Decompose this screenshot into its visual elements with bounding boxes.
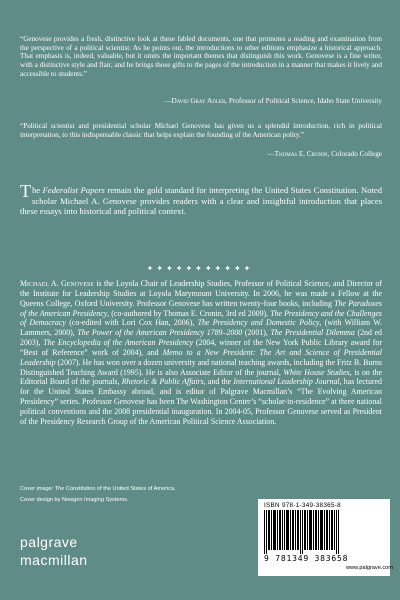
- review-attribution-cronin: —Thomas E. Cronin, Colorado College: [267, 150, 382, 158]
- book-title: Federalist Papers: [42, 185, 105, 195]
- main-description: The Federalist Papers remain the gold standard for interpreting the United States Constitution. Noted scholar Michael A. Genovese provides readers with a clear and insightful introduction that places these essays into historical and political context.: [20, 181, 382, 217]
- barcode-number: 9 781349 383658: [264, 554, 349, 563]
- isbn-label: ISBN 978-1-349-38365-8: [264, 502, 341, 509]
- drop-cap: T: [20, 181, 31, 201]
- cover-image-credit: Cover image: The Constitution of the United States of America.: [20, 486, 176, 492]
- barcode-icon: [264, 510, 340, 554]
- review-attribution-adler: —David Gray Adler, Professor of Political Science, Idaho State University: [164, 97, 382, 105]
- author-biography: Michael A. Genovese is the Loyola Chair of Leadership Studies, Professor of Political Science, and Director of the Institute for Leadership Studies at Loyola Marymount University. In 2006, he was made a Fellow at the Queens College, Oxford University. Professor Genovese has written twenty-four books, including The Paradoxes of the American Presidency, (co-authored by Thomas E. Cronin, 3rd ed 2009), The Presidency and the Challenges of Democracy (co-edited with Lori Cox Han, 2006), The Presidency and Domestic Policy, (with William W. Lammers, 2000), The Power of the American Presidency 1789–2000 (2001), The Presidential Dilemma (2nd ed 2003), The Encyclopedia of the American Presidency (2004, winner of the New York Public Library award for “Best of Reference” work of 2004), and Memo to a New President: The Art and Science of Presidential Leadership (2007). He has won over a dozen university and national teaching awards, including the Fritz B. Burns Distinguished Teaching Award (1995). He is also Associate Editor of the journal, White House Studies, is on the Editorial Board of the journals, Rhetoric & Public Affairs, and the International Leadership Journal, has lectured for the United States Embassy abroad, and is editor of Palgrave Macmillan’s “The Evolving American Presidency” series. Professor Genovese has been The Washington Center’s “scholar-in-residence” at three national political conventions and the 2008 presidential inauguration. In 2004-05, Professor Genovese served as President of the Presidency Research Group of the American Political Science Association.: [20, 279, 383, 426]
- publisher-logo-palgrave: palgrave: [20, 534, 78, 550]
- review-quote-adler: “Genovese provides a fresh, distinctive look at these fabled documents, one that promotes a reading and examination from the perspective of a political scientist. As he points out, the introductions to other editions emphasize a historical approach. That emphasis is, indeed, valuable, but it omits the important themes that distinguish this work. Genovese is a fine writer, with a distinctive style and flair, and he brings those gifts to the pages of the introduction in a manner that makes it lively and accessible to students.”: [20, 35, 382, 78]
- publisher-website[interactable]: www.palgrave.com: [346, 565, 393, 571]
- barcode-panel: [258, 499, 393, 576]
- review-quote-cronin: “Political scientist and presidential scholar Michael Genovese has given us a splendid introduction, rich in political interpretation, to this indispensable classic that helps explain the founding of the American polity.”: [20, 122, 382, 139]
- publisher-logo-macmillan: macmillan: [20, 552, 88, 568]
- ornament-divider: ✦✦✦✦✦✦✦✦✦✦✦: [146, 264, 254, 273]
- author-name: Michael A. Genovese: [20, 279, 94, 288]
- cover-design-credit: Cover design by Newgen Imaging Systems.: [20, 497, 129, 503]
